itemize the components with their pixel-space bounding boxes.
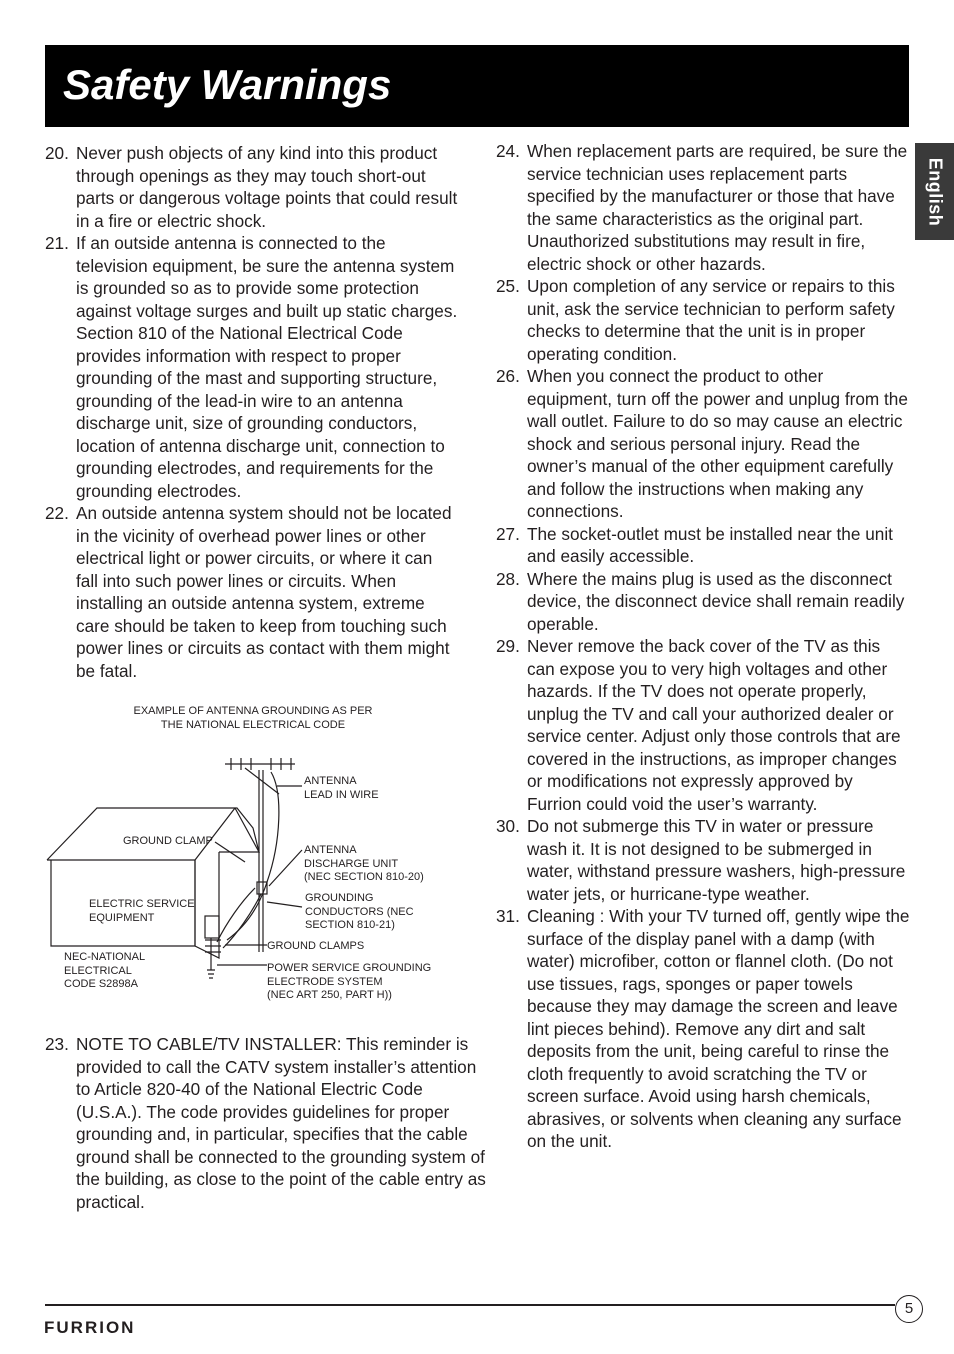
item-text: Never remove the back cover of the TV as this can expose you to very high voltages and other hazards. If the TV does not operate properly, unplug the TV and call your authorized dealer or service center. Adjust only those controls that are covered in the instructions, as improper changes or modifications not expressly approved by Furrion could void the user’s warranty. [527, 636, 901, 814]
brand-logo: FURRION [44, 1318, 136, 1337]
item-number: 29. [496, 636, 520, 656]
item-text: Where the mains plug is used as the disconnect device, the disconnect device shall remain readily operable. [527, 568, 905, 634]
item-number: 20. [45, 143, 69, 163]
item-text: NOTE TO CABLE/TV INSTALLER: This reminder is provided to call the CATV system installer’s attention to Article 820-40 of the National Electric Code (U.S.A.). The code provides guidelines for proper grounding and, in particular, specifies that the cable ground shall be connected to the grounding system of the building, as close to the point of the cable entry as practical. [76, 1034, 486, 1212]
item-text: The socket-outlet must be installed near the unit and easily accessible. [527, 523, 893, 566]
label-electric-service-equipment: ELECTRIC SERVICE EQUIPMENT [89, 898, 195, 924]
list-item [496, 275, 910, 365]
list-item [496, 568, 910, 636]
label-power-service-grounding: POWER SERVICE GROUNDING ELECTRODE SYSTEM (NEC ART 250, PART H)) [267, 962, 432, 1001]
item-text: When replacement parts are required, be sure the service technician uses replacement parts specified by the manufacturer or those that have the same characteristics as the original part. Unauthorized substitutions may result in fire, electric shock or other hazards. [527, 141, 908, 274]
left-column [45, 142, 459, 682]
item-number: 24. [496, 141, 520, 161]
item-text: Upon completion of any service or repairs to this unit, ask the service technician to perform safety checks to determine that the unit is in proper operating condition. [527, 276, 895, 364]
item-number: 31. [496, 906, 520, 926]
list-item [45, 1033, 490, 1213]
list-item [45, 142, 459, 232]
page-title: Safety Warnings [63, 61, 392, 108]
language-tab[interactable] [915, 143, 954, 240]
item-text: Do not submerge this TV in water or pressure wash it. It is not designed to be submerged in water, withstand pressure washers, high-pressure water jets, or hurricane-type weather. [527, 816, 906, 904]
item-number: 25. [496, 276, 520, 296]
page-number: 5 [895, 1295, 923, 1323]
list-item [496, 140, 910, 275]
item-number: 23. [45, 1034, 69, 1054]
item-text: Cleaning : With your TV turned off, gently wipe the surface of the display panel with a damp (with water) microfiber, cotton or flannel cloth. (Do not use tissues, rags, sponges or paper towels because they may damage the screen and leave lint pieces behind). Remove any dirt and salt deposits from the unit, being careful to rinse the cloth frequently to avoid scratching the TV or screen surface. Avoid using harsh chemicals, abrasives, or solvents when cleaning any surface on the unit. [527, 906, 910, 1151]
language-tab-label: English [925, 157, 945, 226]
list-item [45, 502, 459, 682]
label-grounding-conductors: GROUNDING CONDUCTORS (NEC SECTION 810-21) [305, 892, 414, 931]
item-text: When you connect the product to other equipment, turn off the power and unplug from the wall outlet. Failure to do so may cause an electric shock and serious personal injury. Read the owner’s manual of the other equipment carefully and follow the instructions when making any connections. [527, 366, 908, 521]
list-item [496, 365, 910, 523]
list-item [45, 232, 459, 502]
item-number: 30. [496, 816, 520, 836]
item-number: 28. [496, 568, 520, 589]
item-number: 21. [45, 233, 69, 253]
item-number: 22. [45, 503, 69, 523]
footer-divider [45, 1304, 895, 1306]
antenna-grounding-diagram [45, 702, 459, 1012]
label-nec: NEC-NATIONAL ELECTRICAL CODE S2898A [64, 951, 146, 990]
label-ground-clamp: GROUND CLAMP [123, 835, 213, 847]
label-ground-clamps: GROUND CLAMPS [267, 940, 365, 952]
list-item [496, 905, 910, 1153]
list-item [496, 523, 910, 568]
item-number: 27. [496, 523, 520, 544]
page-header [45, 45, 909, 127]
list-item [496, 635, 910, 815]
label-antenna-lead-in-wire: ANTENNA LEAD IN WIRE [304, 775, 379, 801]
item-text: Never push objects of any kind into this product through openings as they may touch short-out parts or dangerous voltage points that could result in a fire or electric shock. [76, 143, 458, 231]
diagram-caption: EXAMPLE OF ANTENNA GROUNDING AS PER THE NATIONAL ELECTRICAL CODE [133, 705, 373, 731]
right-column [496, 140, 910, 1153]
item-number: 26. [496, 366, 520, 386]
item-text: If an outside antenna is connected to the television equipment, be sure the antenna system is grounded so as to provide some protection against voltage surges and built up static charges. Section 810 of the National Electrical Code provides information with respect to proper grounding of the mast and supporting structure, grounding of the lead-in wire to an antenna discharge unit, size of grounding conductors, location of antenna discharge unit, connection to grounding electrodes, and requirements for the grounding electrodes. [76, 233, 458, 501]
item-text: An outside antenna system should not be located in the vicinity of overhead power lines or other electrical light or power circuits, or where it can fall into such power lines or circuits. When installing an outside antenna system, extreme care should be taken to keep from touching such power lines or circuits as contact with them might be fatal. [76, 503, 452, 681]
label-antenna-discharge-unit: ANTENNA DISCHARGE UNIT (NEC SECTION 810-20) [304, 844, 424, 883]
list-item [496, 815, 910, 905]
